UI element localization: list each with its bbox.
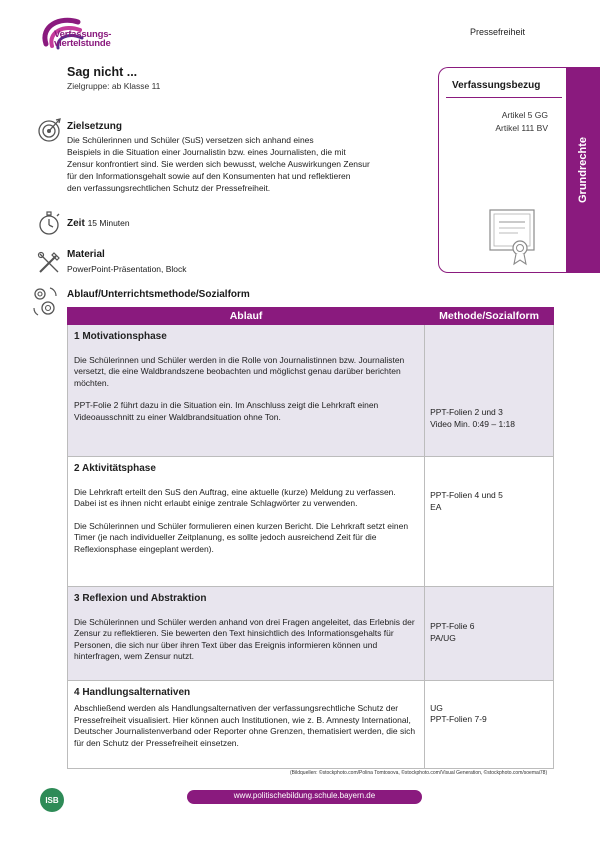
target-group: Zielgruppe: ab Klasse 11 <box>67 81 161 91</box>
certificate-icon <box>486 208 542 271</box>
time-value: 15 Minuten <box>87 218 130 228</box>
footer-url-link[interactable]: www.politischebildung.schule.bayern.de <box>233 791 376 800</box>
method-line: Video Min. 0:49 – 1:18 <box>430 418 515 429</box>
verfassungsbezug-divider <box>446 97 562 98</box>
phase-paragraph: Die Schülerinnen und Schüler werden anhand von drei Fragen angeleitet, das Erlebnis der Zensur zu reflektieren. Sie bewerten den Text hinsichtlich des Informationsgehalts für Personen, die sich nur über ihren Text über das Ereignis informieren können und hinterfragen, wem Zensur nutzt. <box>74 616 415 661</box>
header-topic: Pressefreiheit <box>470 27 526 37</box>
phase-cell <box>68 680 425 768</box>
side-tab-label: Grundrechte <box>577 136 590 204</box>
objective-heading: Zielsetzung <box>67 121 123 132</box>
phase-paragraph: Abschließend werden als Handlungsalternativen der verfassungsrechtliche Schutz der Pressefreiheit visualisiert. Hier können auch Institutionen, wie z. B. Amnesty International, Deutscher Journalistenverband oder Reporter ohne Grenzen, thematisiert werden, die sich für den Schutz der Pressefreiheit einsetzen. <box>74 703 416 748</box>
phase-cell <box>68 587 425 681</box>
phase-cell <box>68 325 425 457</box>
procedure-heading: Ablauf/Unterrichtsmethode/Sozialform <box>67 289 250 300</box>
stopwatch-icon <box>36 210 62 236</box>
method-line: UG <box>430 702 443 713</box>
column-header-ablauf: Ablauf <box>68 308 425 325</box>
method-line: PPT-Folien 2 und 3 <box>430 407 503 417</box>
time-section <box>67 218 130 229</box>
image-credits: (Bildquellen: ©stockphoto.com/Polina Tomtosova, ©stockphoto.com/Visual Generation, ©stockphoto.com/soemai78) <box>290 770 548 776</box>
article-gg: Artikel 5 GG <box>501 110 548 120</box>
phase-paragraph: Die Schülerinnen und Schüler werden in die Rolle von Journalistinnen bzw. Journalisten versetzt, die eine Waldbrandszene beobachten und möglichst genau darüber berichten möchten. <box>74 354 405 388</box>
logo-text: Verfassungs- viertelstunde <box>54 29 112 49</box>
procedure-table <box>67 307 554 769</box>
phase-title: 1 Motivationsphase <box>74 331 167 342</box>
phase-title: 2 Aktivitätsphase <box>74 463 156 474</box>
article-bv: Artikel 111 BV <box>495 123 548 133</box>
method-cell <box>425 587 554 681</box>
material-value: PowerPoint-Präsentation, Block <box>67 264 187 274</box>
lesson-title: Sag nicht ... <box>67 65 138 79</box>
tools-icon <box>36 250 62 276</box>
phase-title: 3 Reflexion und Abstraktion <box>74 593 207 604</box>
gears-icon <box>30 284 60 318</box>
phase-paragraph: PPT-Folie 2 führt dazu in die Situation ein. Im Anschluss zeigt die Lehrkraft einen Videoausschnitt zu einer Waldbrandsituation ohne Ton. <box>74 400 379 422</box>
method-line: PPT-Folien 4 und 5 <box>430 490 503 500</box>
logo <box>38 14 148 56</box>
table-row <box>68 325 554 457</box>
verfassungsbezug-title: Verfassungsbezug <box>452 80 541 91</box>
time-heading: Zeit <box>67 218 85 229</box>
method-line: PA/UG <box>430 632 456 643</box>
phase-paragraph: Die Schülerinnen und Schüler formulieren einen kurzen Bericht. Die Lehrkraft setzt einen Timer (je nach individueller Zeitplanung, es sollte jedoch ausreichend Zeit für die Reflexionsphase eingeplant werden). <box>74 520 409 554</box>
phase-cell <box>68 457 425 587</box>
phase-title: 4 Handlungsalternativen <box>74 686 191 698</box>
method-cell <box>425 325 554 457</box>
table-row <box>68 680 554 768</box>
target-icon <box>36 117 62 143</box>
method-line: EA <box>430 501 442 512</box>
method-line: PPT-Folien 7-9 <box>430 714 487 724</box>
column-header-methode: Methode/Sozialform <box>425 308 554 325</box>
material-heading: Material <box>67 249 105 260</box>
table-row <box>68 587 554 681</box>
table-row <box>68 457 554 587</box>
phase-paragraph: Die Lehrkraft erteilt den SuS den Auftrag, eine aktuelle (kurze) Meldung zu verfassen. Dabei ist es ihnen nicht erlaubt einige zentrale Schlagwörter zu verwenden. <box>74 486 396 508</box>
method-cell <box>425 457 554 587</box>
objective-text: Die Schülerinnen und Schüler (SuS) versetzen sich anhand eines Beispiels in die Situation einer Journalistin bzw. eines Journalisten, die mit Zensur konfrontiert sind. Sie werden sich bewusst, welche Auswirkungen Zensur für den Informationsgehalt sowie auf den Konsumenten hat und reflektieren den verfassungsrechtlichen Schutz der Pressefreiheit. <box>67 135 370 193</box>
isb-badge: ISB <box>40 788 64 812</box>
method-line: PPT-Folie 6 <box>430 621 475 631</box>
method-cell <box>425 680 554 768</box>
